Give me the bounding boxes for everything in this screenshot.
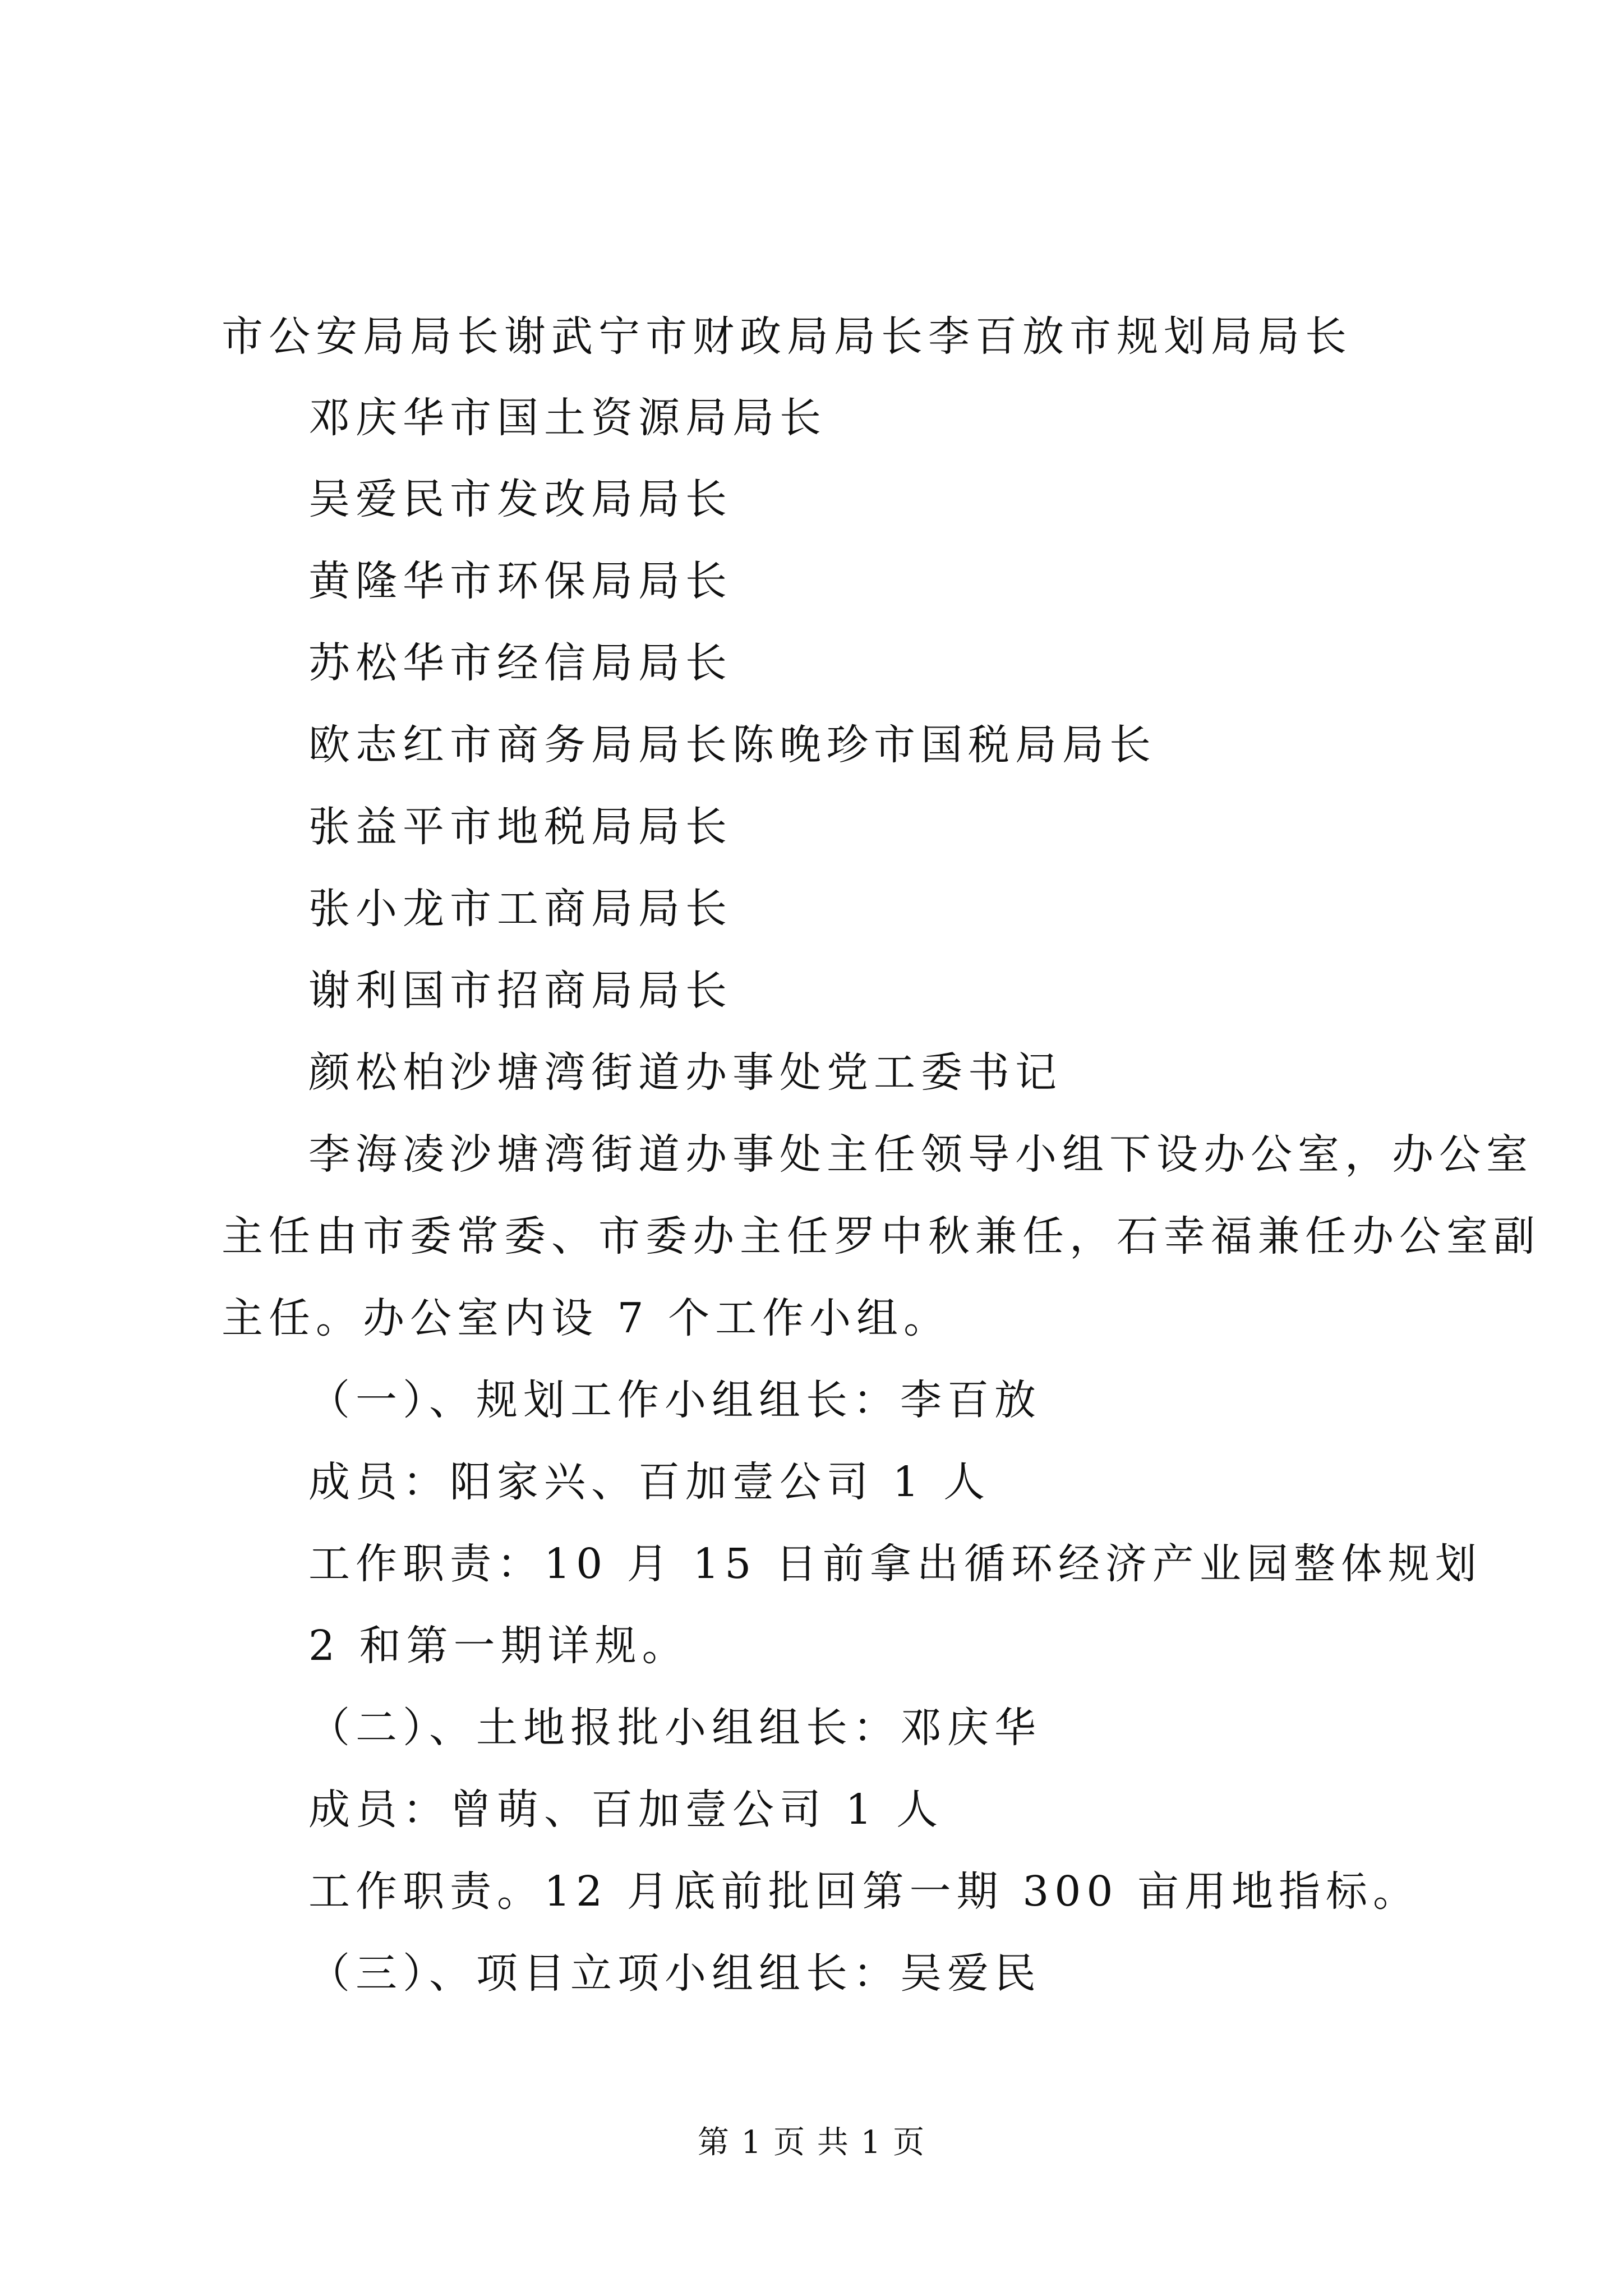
text-line: 黄隆华市环保局局长: [308, 557, 732, 605]
text-line: 李海凌沙塘湾街道办事处主任领导小组下设办公室，办公室: [308, 1130, 1533, 1179]
text-line: 邓庆华市国土资源局局长: [308, 394, 827, 442]
text-line: 主任。办公室内设 7 个工作小组。: [222, 1294, 951, 1342]
text-line: 欧志红市商务局局长陈晚珍市国税局局长: [308, 721, 1156, 769]
text-line: 成员：曾萌、百加壹公司 1 人: [308, 1786, 944, 1834]
text-line: 工作职责。12 月底前批回第一期 300 亩用地指标。: [308, 1867, 1420, 1916]
text-line: 市公安局局长谢武宁市财政局局长李百放市规划局局长: [222, 312, 1352, 361]
text-line: 张小龙市工商局局长: [308, 885, 732, 933]
text-line: 主任由市委常委、市委办主任罗中秋兼任，石幸福兼任办公室副: [222, 1212, 1541, 1260]
text-line: （二）、土地报批小组组长：邓庆华: [308, 1704, 1041, 1752]
text-line: （一）、规划工作小组组长：李百放: [308, 1376, 1041, 1424]
text-line: 苏松华市经信局局长: [308, 639, 732, 687]
text-line: 2 和第一期详规。: [308, 1622, 689, 1670]
text-line: 张益平市地税局局长: [308, 803, 732, 851]
text-line: 吴爱民市发改局局长: [308, 475, 732, 523]
text-line: 谢利国市招商局局长: [308, 967, 732, 1015]
text-line: 颜松柏沙塘湾街道办事处党工委书记: [308, 1048, 1062, 1097]
text-line: 工作职责：10 月 15 日前拿出循环经济产业园整体规划: [308, 1540, 1482, 1588]
text-line: （三）、项目立项小组组长：吴爱民: [308, 1949, 1041, 1998]
text-line: 成员：阳家兴、百加壹公司 1 人: [308, 1458, 991, 1506]
page-number-footer: 第 1 页 共 1 页: [697, 2124, 926, 2161]
